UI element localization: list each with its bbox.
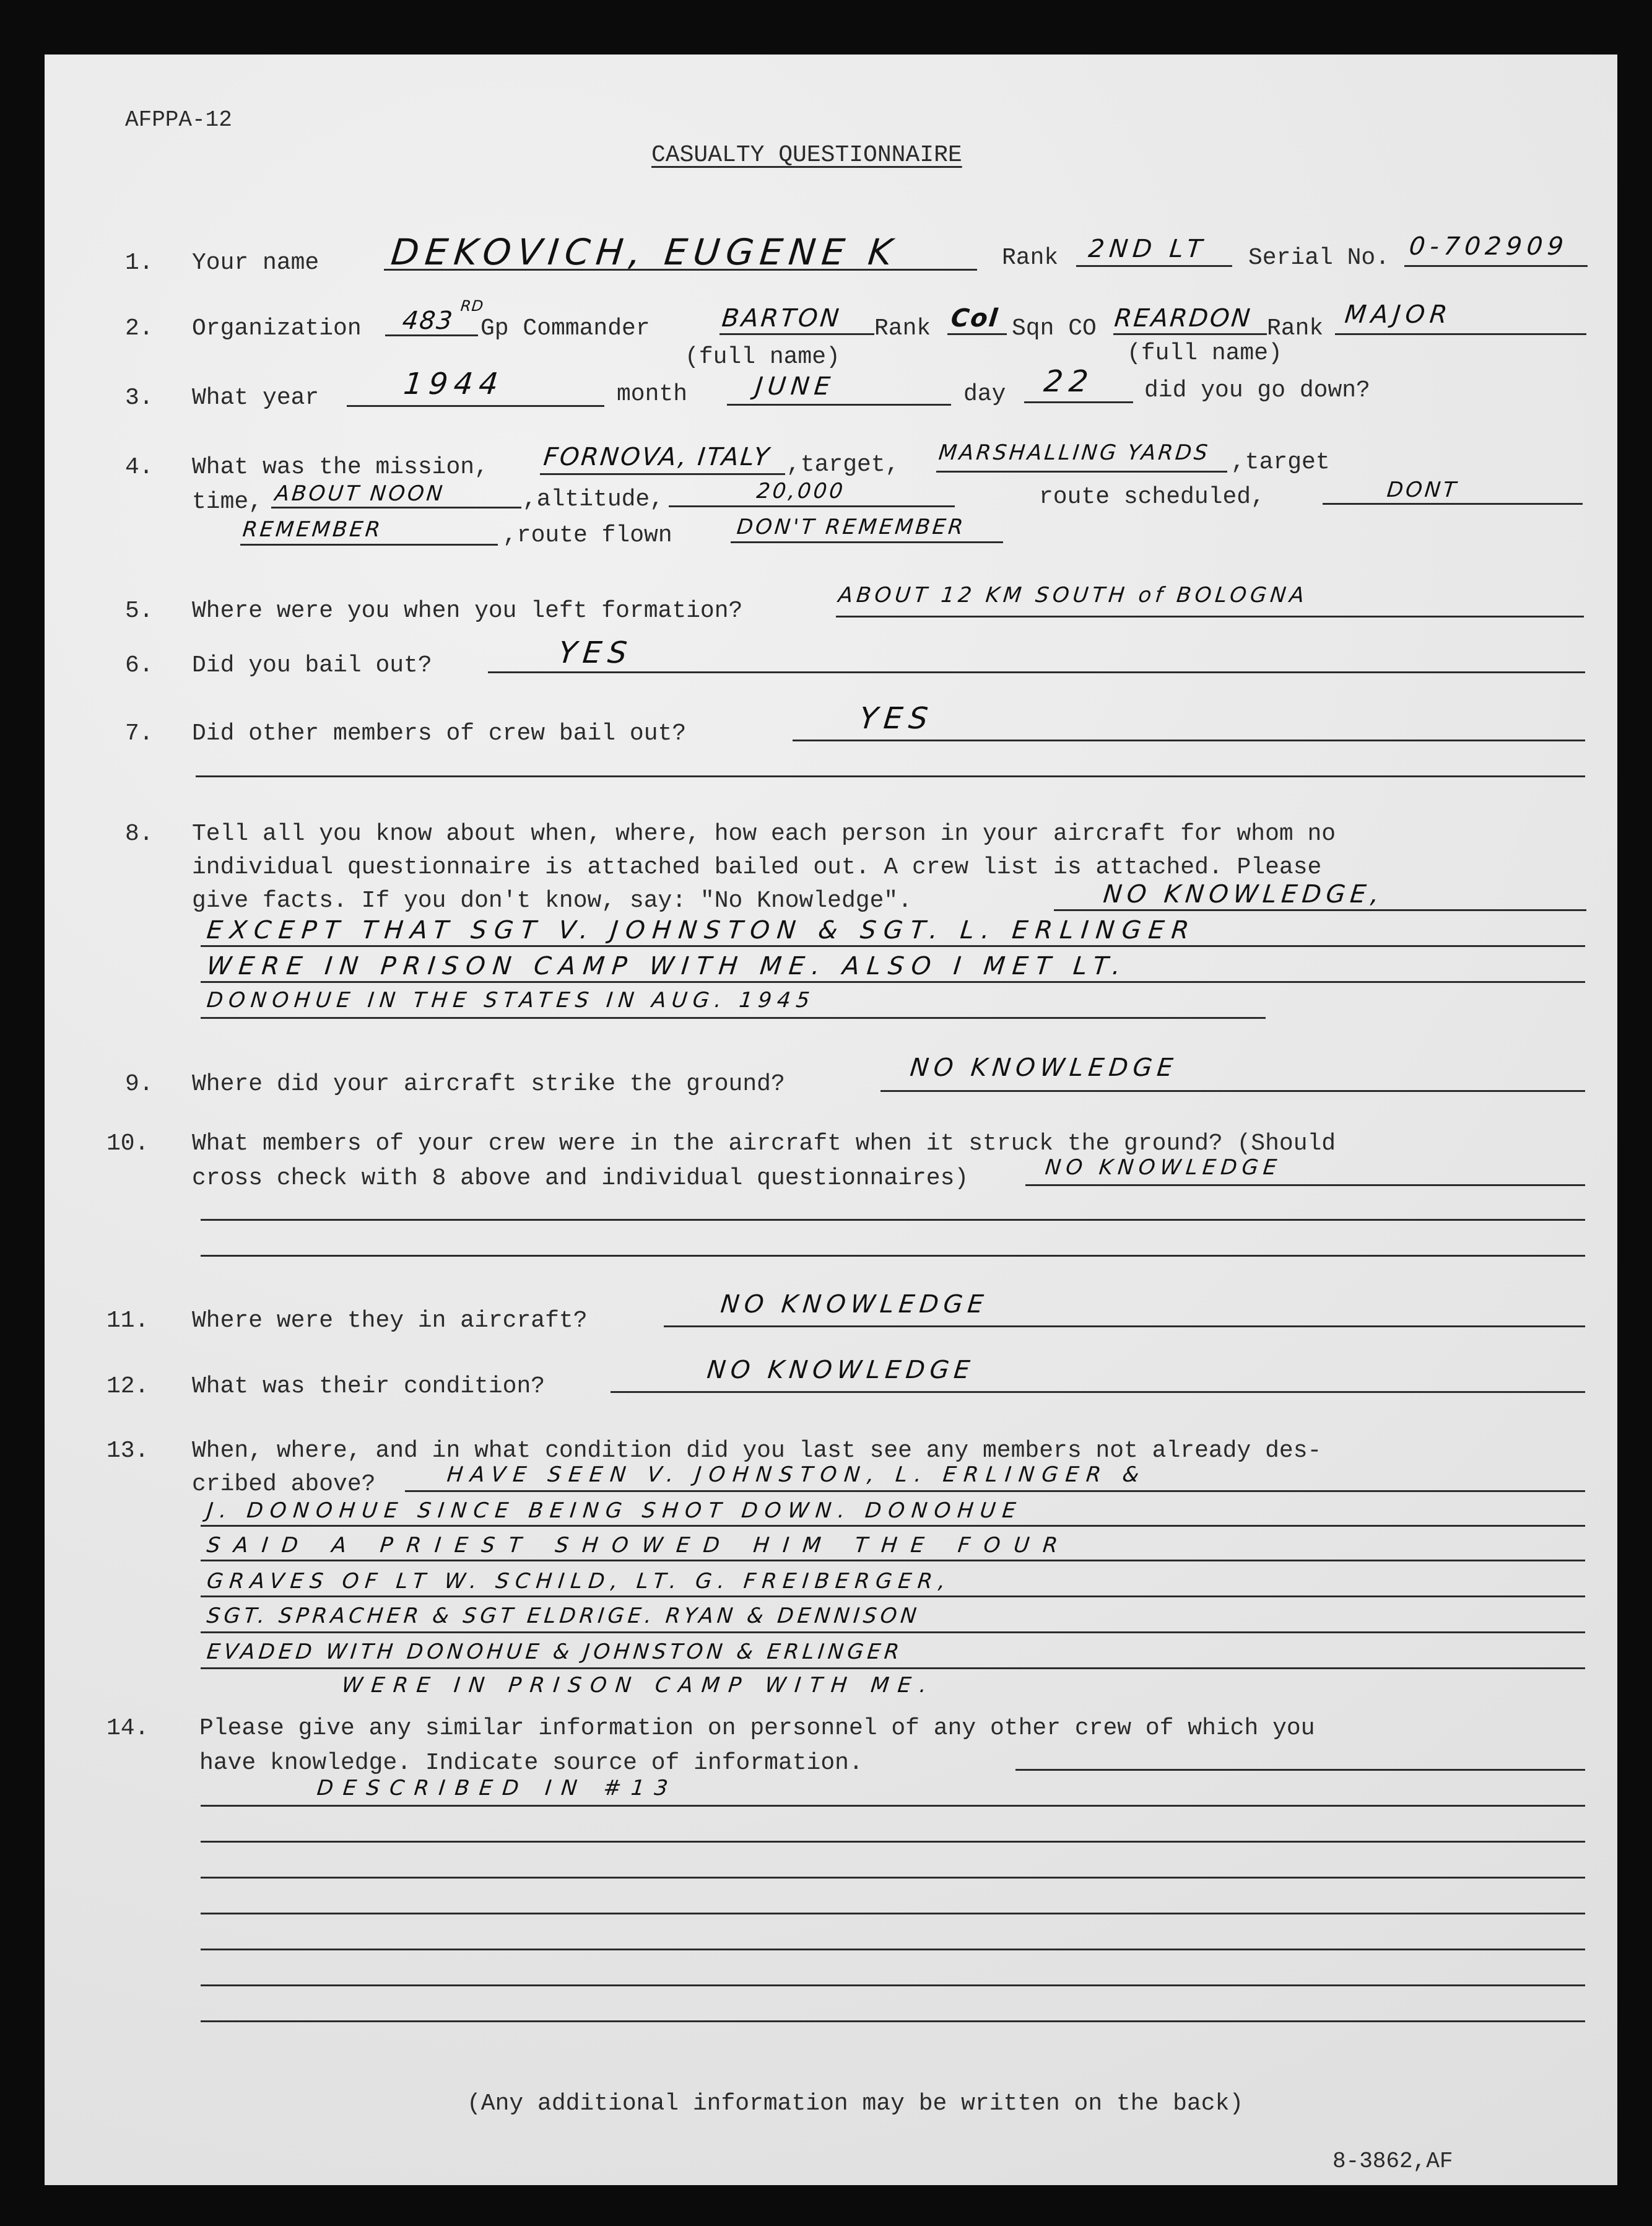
q4-route-flown-line (731, 541, 1003, 543)
q13-answer-1: HAVE SEEN V. JOHNSTON, L. ERLINGER & (445, 1462, 1148, 1487)
q2-rank2-label: Rank (1267, 315, 1324, 342)
q1-number: 1. (125, 250, 154, 276)
q6-line (488, 671, 1585, 673)
q13-line-5 (201, 1631, 1585, 1633)
q4-route-scheduled-line-2 (240, 544, 498, 546)
q4-altitude-line (669, 505, 955, 507)
q6-number: 6. (125, 652, 154, 679)
q2-sqn-full-name-note: (full name) (1127, 340, 1282, 367)
q2-org-label: Organization (192, 315, 362, 342)
q7-number: 7. (125, 720, 154, 747)
q8-label-line-1: Tell all you know about when, where, how each person in your aircraft for whom no (192, 821, 1336, 847)
q1-name-label: Your name (192, 250, 320, 276)
q1-serial-line (1404, 265, 1588, 267)
q4-route-scheduled-answer-b: REMEMBER (241, 517, 384, 542)
q14-line-1 (1015, 1769, 1585, 1771)
q14-line-5 (201, 1913, 1585, 1914)
q5-answer: ABOUT 12 KM SOUTH of BOLOGNA (837, 583, 1310, 608)
q13-line-2 (201, 1525, 1585, 1527)
q2-rank2-answer: MAJOR (1343, 300, 1454, 329)
q4-target-line (936, 471, 1227, 473)
q12-number: 12. (107, 1373, 149, 1400)
q4-target-time-label-b: time, (192, 489, 263, 515)
q9-number: 9. (125, 1071, 154, 1098)
q3-day-label: day (963, 381, 1006, 408)
q9-line (880, 1090, 1585, 1092)
q8-answer-1: NO KNOWLEDGE, (1102, 880, 1386, 909)
q7-label: Did other members of crew bail out? (192, 720, 687, 747)
q10-label-line-1: What members of your crew were in the aircraft when it struck the ground? (Should (192, 1130, 1336, 1157)
q13-label-line-1: When, where, and in what condition did you last see any members not already des- (192, 1438, 1322, 1464)
q4-number: 4. (125, 454, 154, 481)
q3-year-answer: 1944 (402, 367, 506, 401)
q2-sqn-co-line (1113, 333, 1267, 335)
q3-day-answer: 22 (1042, 364, 1097, 399)
q4-target-answer: MARSHALLING YARDS (937, 440, 1212, 465)
q14-line-7 (201, 1984, 1585, 1986)
q11-line (664, 1325, 1585, 1327)
q13-answer-5: SGT. SPRACHER & SGT ELDRIGE. RYAN & DENNISON (205, 1604, 922, 1628)
q10-line-1 (1025, 1184, 1585, 1186)
q14-line-6 (201, 1949, 1585, 1950)
q2-gp-commander-answer: BARTON (720, 304, 843, 333)
q13-answer-2: J. DONOHUE SINCE BEING SHOT DOWN. DONOHUE (205, 1498, 1024, 1523)
q5-label: Where were you when you left formation? (192, 598, 743, 624)
q13-number: 13. (107, 1438, 149, 1464)
q4-target-time-answer: ABOUT NOON (273, 481, 446, 506)
q4-route-flown-answer: DON'T REMEMBER (735, 515, 967, 539)
q11-number: 11. (107, 1307, 149, 1334)
q9-label: Where did your aircraft strike the ground? (192, 1071, 785, 1098)
q8-label-line-2: individual questionnaire is attached bailed out. A crew list is attached. Please (192, 854, 1322, 881)
q12-line (611, 1391, 1585, 1393)
form-title: CASUALTY QUESTIONNAIRE (651, 142, 962, 168)
q3-month-line (727, 404, 951, 406)
q8-line-2 (201, 945, 1585, 947)
q13-line-4 (201, 1595, 1585, 1597)
q2-rank1-line (947, 333, 1007, 335)
q1-serial-answer: 0-702909 (1407, 232, 1570, 261)
q4-mission-answer: FORNOVA, ITALY (542, 443, 773, 471)
q1-rank-label: Rank (1002, 245, 1059, 271)
q9-answer: NO KNOWLEDGE (908, 1054, 1180, 1082)
q13-label-line-2: cribed above? (192, 1471, 376, 1498)
q4-altitude-label: ,altitude, (523, 486, 664, 513)
q1-serial-label: Serial No. (1248, 245, 1390, 271)
q14-label-line-1: Please give any similar information on personnel of any other crew of which you (199, 1715, 1315, 1742)
q13-answer-4: GRAVES OF LT W. SCHILD, LT. G. FREIBERGER, (205, 1569, 953, 1594)
q4-route-scheduled-line (1323, 503, 1583, 505)
q13-answer-7: WERE IN PRISON CAMP WITH ME. (340, 1673, 937, 1698)
q4-route-scheduled-label: route scheduled, (1039, 484, 1265, 510)
q2-sqn-co-label: Sqn CO (1012, 315, 1097, 342)
q14-line-8 (201, 2020, 1585, 2022)
q2-rank1-answer: Col (949, 304, 1000, 333)
q3-day-line (1024, 401, 1133, 403)
q3-end-label: did you go down? (1144, 377, 1370, 404)
q4-altitude-answer: 20,000 (755, 479, 847, 504)
q3-number: 3. (125, 385, 154, 411)
q13-answer-3: SAID A PRIEST SHOWED HIM THE FOUR (205, 1533, 1073, 1558)
q10-line-3 (201, 1255, 1585, 1257)
form-code: 8-3862,AF (1332, 2149, 1453, 2174)
q8-label-line-3: give facts. If you don't know, say: "No Knowledge". (192, 888, 912, 914)
q13-line-1 (405, 1490, 1585, 1492)
q2-number: 2. (125, 315, 154, 342)
q1-rank-answer: 2ND LT (1087, 235, 1209, 263)
q2-gp-commander-line (719, 333, 874, 335)
q3-month-label: month (617, 381, 688, 408)
q3-month-answer: JUNE (754, 372, 837, 401)
q8-line-3 (201, 981, 1585, 983)
q6-label: Did you bail out? (192, 652, 432, 679)
q8-answer-3: WERE IN PRISON CAMP WITH ME. ALSO I MET LT. (205, 952, 1129, 980)
q5-number: 5. (125, 598, 154, 624)
q10-number: 10. (107, 1130, 149, 1157)
q14-number: 14. (107, 1715, 149, 1742)
q13-line-3 (201, 1560, 1585, 1561)
questionnaire-page (45, 55, 1617, 2185)
q14-label-line-2: have knowledge. Indicate source of information. (199, 1750, 863, 1776)
q1-rank-line (1076, 265, 1232, 267)
q14-line-3 (201, 1841, 1585, 1843)
q13-line-6 (201, 1667, 1585, 1669)
q10-answer: NO KNOWLEDGE (1043, 1155, 1283, 1180)
q2-org-suffix: RD (459, 297, 485, 315)
q14-line-4 (201, 1877, 1585, 1879)
q4-mission-line (540, 473, 785, 475)
q14-answer: DESCRIBED IN #13 (315, 1776, 679, 1800)
q11-answer: NO KNOWLEDGE (719, 1290, 990, 1319)
q8-number: 8. (125, 821, 154, 847)
q4-route-flown-label: ,route flown (503, 522, 672, 549)
q4-route-scheduled-answer-a: DONT (1385, 478, 1460, 502)
q14-line-2 (201, 1805, 1585, 1807)
q2-sqn-co-answer: REARDON (1113, 304, 1253, 333)
q4-mission-label: What was the mission, (192, 454, 489, 481)
q4-target-label: ,target, (786, 452, 900, 478)
q7-line (793, 740, 1585, 741)
q3-year-label: What year (192, 385, 320, 411)
q2-gp-commander-label: Gp Commander (480, 315, 650, 342)
q2-rank1-label: Rank (874, 315, 931, 342)
q3-year-line (347, 405, 604, 407)
q12-answer: NO KNOWLEDGE (705, 1356, 976, 1384)
q1-name-answer: DEKOVICH, EUGENE K (389, 231, 900, 273)
q10-label-line-2: cross check with 8 above and individual questionnaires) (192, 1165, 969, 1192)
q8-line-4 (201, 1017, 1266, 1019)
q7-answer: YES (858, 701, 936, 736)
q13-answer-6: EVADED WITH DONOHUE & JOHNSTON & ERLINGER (205, 1639, 904, 1664)
q2-org-answer: 483 (401, 307, 455, 335)
q2-rank2-line (1335, 333, 1586, 335)
q2-gp-full-name-note: (full name) (685, 344, 840, 370)
form-id: AFPPA-12 (125, 107, 232, 133)
q4-target-time-label-a: ,target (1231, 449, 1330, 476)
q11-label: Where were they in aircraft? (192, 1307, 588, 1334)
q5-line (836, 616, 1584, 618)
q6-answer: YES (557, 635, 635, 670)
q12-label: What was their condition? (192, 1373, 546, 1400)
q10-line-2 (201, 1219, 1585, 1221)
footer-note: (Any additional information may be written on the back) (467, 2090, 1244, 2117)
q8-answer-4: DONOHUE IN THE STATES IN AUG. 1945 (205, 988, 817, 1013)
q8-line-1 (1054, 909, 1586, 911)
q7-line-2 (196, 775, 1585, 777)
q4-target-time-line (271, 507, 521, 508)
q8-answer-2: EXCEPT THAT SGT V. JOHNSTON & SGT. L. ERLINGER (205, 916, 1198, 945)
